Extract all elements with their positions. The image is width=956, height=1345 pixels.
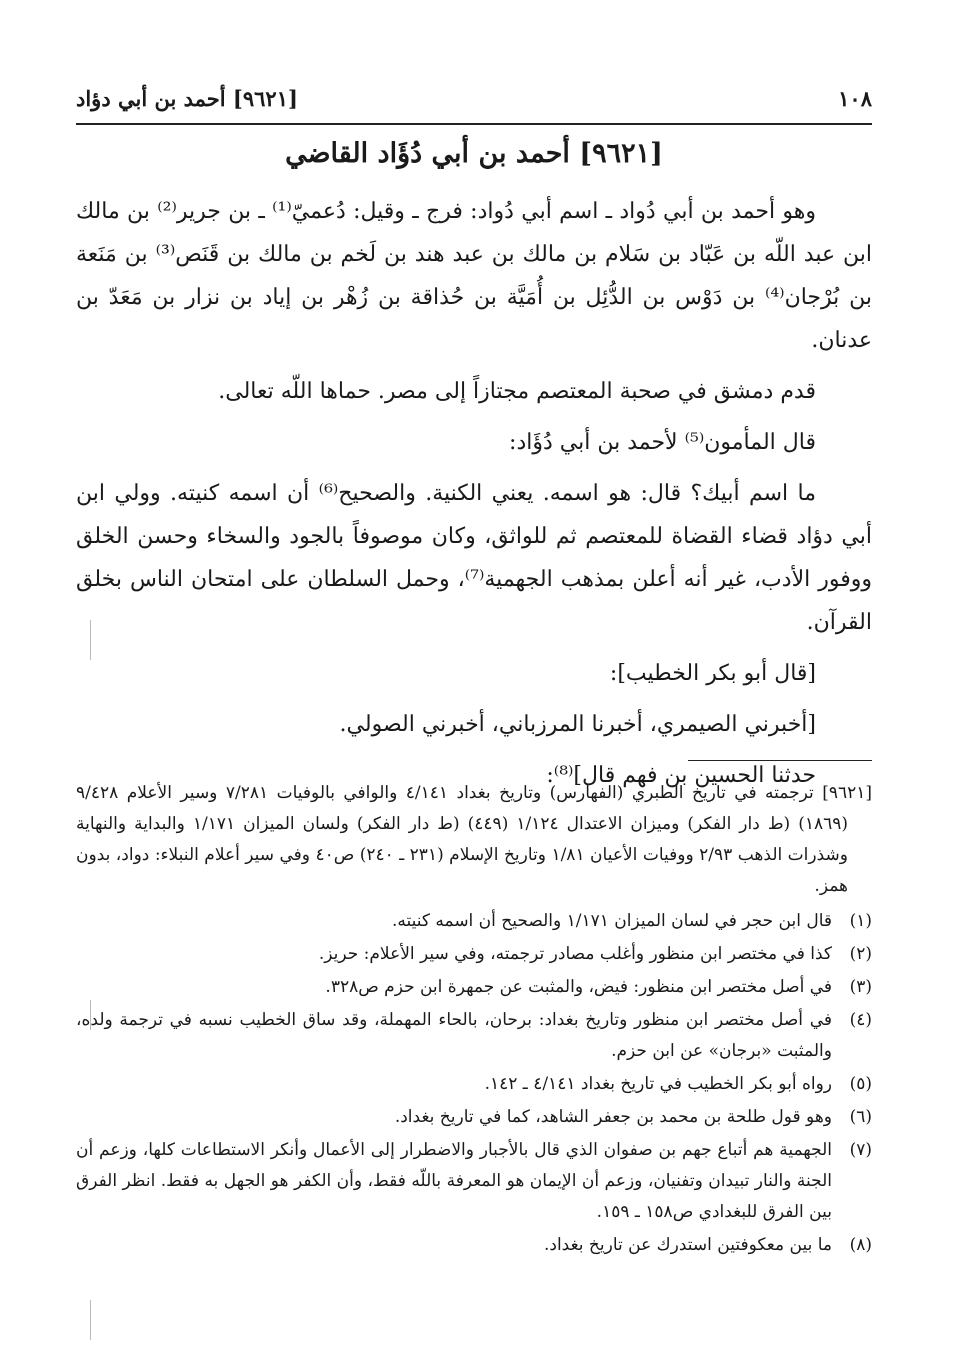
paragraph-name-answer: ما اسم أبيك؟ قال: هو اسمه. يعني الكنية. والصحيح⁽⁶⁾ أن اسمه كنيته. وولي ابن أبي دؤاد قضاء القضاة للمعتصم ثم للواثق، وكان موصوفاً بالجود والسخاء وحسن الخلق ووفور الأدب، غير أنه أعلن بمذهب الجهمية⁽⁷⁾، وحمل السلطان على امتحان الناس بخلق القرآن.	[76, 481, 872, 635]
footnote-text: ما بين معكوفتين استدرك عن تاريخ بغداد.	[543, 1235, 832, 1255]
footnote-number: (٣)	[849, 977, 872, 997]
footnote-text: في أصل مختصر ابن منظور وتاريخ بغداد: برحان، بالحاء المهملة، وقد ساق الخطيب نسبه في ترجمة ولده، والمثبت «برجان» عن ابن حزم.	[76, 1010, 832, 1061]
footnote-text: وهو قول طلحة بن محمد بن جعفر الشاهد، كما في تاريخ بغداد.	[394, 1107, 832, 1127]
source-note: [٩٦٢١] ترجمته في تاريخ الطبري (الفهارس) وتاريخ بغداد ٤/١٤١ والوافي بالوفيات ٧/٢٨١ وسير الأعلام ٩/٤٢٨ (١٨٦٩) (ط دار الفكر) وميزان الاعتدال ١/١٢٤ (٤٤٩) (ط دار الفكر) ولسان الميزان ١/١٧١ والبداية والنهاية وشذرات الذهب ٢/٩٣ ووفيات الأعيان ١/٨١ وتاريخ الإسلام (٢٣١ ـ ٢٤٠) ص٤٠ وفي سير أعلام النبلاء: دواد، بدون همز.	[76, 783, 872, 896]
paragraph-mamun: قال المأمون⁽⁵⁾ لأحمد بن أبي دُؤَاد:	[509, 430, 816, 455]
footnote-text: في أصل مختصر ابن منظور: فيض، والمثبت عن جمهرة ابن حزم ص٣٢٨.	[325, 977, 832, 997]
scan-margin-mark	[90, 1300, 91, 1340]
footnote-number: (٧)	[849, 1140, 872, 1160]
footnote-item	[76, 1230, 872, 1261]
footnote-item	[76, 972, 872, 1003]
scan-margin-mark	[90, 620, 91, 660]
paragraph-hadathana: حدثنا الحسين بن فهم قال]⁽⁸⁾:	[546, 763, 816, 788]
footnote-item	[76, 906, 872, 937]
footnote-number: (٦)	[849, 1107, 872, 1127]
footnote-number: (١)	[849, 911, 872, 931]
footnote-divider	[688, 760, 872, 761]
lineage-paragraph: وهو أحمد بن أبي دُواد ـ اسم أبي دُواد: فرج ـ وقيل: دُعميّ⁽¹⁾ ـ بن جرير⁽²⁾ بن مالك ابن عبد اللّه بن عَبّاد بن سَلام بن مالك بن عبد هند بن لَخم بن مالك بن قَنَص⁽³⁾ بن مَنَعة بن بُرْجان⁽⁴⁾ بن دَوْس بن الدُّئِل بن أُمَيَّة بن حُذاقة بن زُهْر بن إياد بن نزار بن مَعَدّ بن عدنان.	[76, 199, 873, 353]
footnote-item	[76, 1069, 872, 1100]
scan-margin-mark	[90, 1000, 91, 1030]
footnote-number: (٥)	[849, 1074, 872, 1094]
footnote-number: (٢)	[849, 944, 872, 964]
footnote-item	[76, 939, 872, 970]
footnote-item	[76, 1102, 872, 1133]
main-text	[76, 190, 872, 797]
running-title: [٩٦٢١] أحمد بن أبي دؤاد	[76, 85, 298, 111]
header-divider	[76, 123, 872, 125]
footnote-item	[76, 1005, 872, 1067]
footnote-text: كذا في مختصر ابن منظور وأغلب مصادر ترجمته، وفي سير الأعلام: حريز.	[318, 944, 832, 964]
footnote-text: رواه أبو بكر الخطيب في تاريخ بغداد ٤/١٤١ ـ ١٤٢.	[484, 1074, 832, 1094]
page-number: ١٠٨	[838, 85, 872, 111]
running-header	[76, 78, 872, 118]
footnote-text: الجهمية هم أتباع جهم بن صفوان الذي قال بالأجبار والاضطرار إلى الأعمال وأنكر الاستطاعات كلها، وزعم أن الجنة والنار تبيدان وتفنيان، وزعم أن الإيمان هو المعرفة باللّه فقط، وأن الكفر هو الجهل به فقط. انظر الفرق بين الفرق للبغدادي ص١٥٨ ـ ١٥٩.	[76, 1140, 832, 1222]
entry-title: [٩٦٢١] أحمد بن أبي دُؤَاد القاضي	[285, 138, 663, 169]
footnote-number: (٤)	[849, 1010, 872, 1030]
footnote-number: (٨)	[849, 1235, 872, 1255]
footnote-text: قال ابن حجر في لسان الميزان ١/١٧١ والصحيح أن اسمه كنيته.	[391, 911, 832, 931]
footnote-item	[76, 1135, 872, 1228]
paragraph-isnad: [أخبرني الصيمري، أخبرنا المرزباني، أخبرني الصولي.	[339, 712, 816, 737]
paragraph-khatib: [قال أبو بكر الخطيب]:	[609, 661, 816, 686]
footnotes-section	[76, 778, 872, 1263]
paragraph-damascus: قدم دمشق في صحبة المعتصم مجتازاً إلى مصر. حماها اللّه تعالى.	[218, 379, 816, 404]
